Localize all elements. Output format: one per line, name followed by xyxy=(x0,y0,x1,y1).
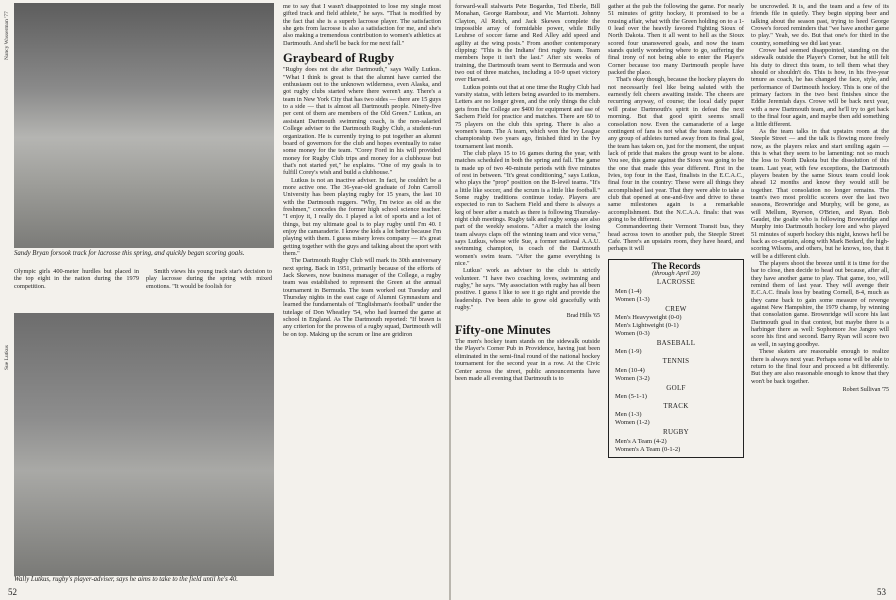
article-column-6: be uncrowded. It is, and the team and a few of its friends file in quietly. They begin sipping beer and talking about the season past, trying to heed George Crowe's forced reminders that "we have another game to play." Yeah, we do. But that one's for third in the country, something we did last year. Crowe had seemed disappointed, standing on the sidewalk outside the Player's Corner, but he still felt his duty to direct this team, to tell them what they should or shouldn't do. This is how, in his five-year tenure as coach, he has changed the face, style, and performance of Dartmouth hockey. This is one of the primary factors in the two best finishes since the Eddie Jeremiah days. Crowe will be back next year, with a new Dartmouth team, and he'll try to get back to the final four again, and maybe then add something a little different. As the team talks in that upstairs room at the Steeple Street — and the talk is flowing more freely now, as the players relax and start smiling again — this is what they seem to be lamenting: not so much the loss to North Dakota but the dissolution of this team. Last year, with few exceptions, the Dartmouth players beaten by the same Sioux team could look ahead 12 months and know they would still be together. That consolation no longer remains. The team's two most prolific scorers over the last two seasons, Brownridge and Murphy, will be gone, as will Mellum, Ryerson, O'Brien, and Ryan. Bob Gaudet, the goalie who is following Brownridge and Murphy into Dartmouth hockey lore and who played 51 minutes of superb hockey this night, knows he'll be back as co-captain, along with Mark Bedard, the high-scoring Wilsons, and others, but he knows, too, that it will be a different club. The players shoot the breeze until it is time for the bar to close, then decide to head out because, after all, they have another game to play. That game, too, will remind them of last year. They will avenge their E.C.A.C. finals loss by beating Cornell, 8-4, much as they came back to gain some measure of revenge against New Hampshire, the 1979 champ, by winning that consolation game. Brownridge will score his last Dartmouth goal in that contest, but maybe there is a harbinger there as well: Sophomore Joe Jangro will score his first and second. Barry Ryan will score two as well, in saying goodbye. These skaters are reasonable enough to realize there is always next year. Perhaps some will be able to return to the final four and proceed a bit differently. But they are also reasonable enough to know that they won't be back together. Robert Sullivan '75 xyxy=(751,3,889,393)
photo-caption-2: Wally Lutkus, rugby's player-adviser, says he aims to take to the field until he's 40. xyxy=(14,576,238,583)
record-sport: GOLF xyxy=(666,383,686,392)
record-line: Men (5-1-1) xyxy=(615,393,647,401)
section-title-fifty-one: Fifty-one Minutes xyxy=(455,322,551,337)
photo-credit-1: Nancy Wasserman '77 xyxy=(4,11,10,60)
record-line: Women (0-3) xyxy=(615,330,650,338)
record-sport: RUGBY xyxy=(662,428,689,437)
page-number-right: 53 xyxy=(877,587,886,597)
lacrosse-photo xyxy=(14,3,274,248)
article-column-4: forward-wall stalwarts Pete Bogardus, Ted Eberle, Bill Monahan, George Rambour, and Vic Marriott. Johnny Clayton, Al Reich, and Jack Skewes complete the impossible array of formidable power, while Billy Leuhrse of soccer fame and Red Alley add speed and agility at the wing posts." From another contemporary clipping: "This is the Indians' first rugby team. Team members hope it isn't the last." After six weeks of training, the Dartmouth team went to Bermuda and won two out of three matches, including a 10-9 upset victory over Harvard. Lutkus points out that at one time the Rugby Club had varsity status, with letters being awarded to its members. Letters are no longer given, and the only things the club gets from the College are $400 for equipment and use of Sachem Field for practice and matches. There are 60 to 75 players on the club this spring. There is also a women's team. The A team, which won the Ivy League championship two years ago, finished third in the Ivy tournament last month. The club plays 15 to 16 games during the year, with matches scheduled in both the spring and fall. The game is made up of two 40-minute periods with five minutes of rest in between. "It's great conditioning," says Lutkus, who plays the "prop" position on the B-level teams. "It's a little like soccer, and the scrum is a little like football." Some rugby traditions continue today. Players are expected to run to Sachem Field and there is always a keg of beer after a match as there is following Thursday-night club meetings. Rugby talk and rugby songs are also part of the weekly sessions. "After a match the losing team always claps off the winning team and vice versa," says Lutkus, whose wife Sue, a former national A.A.U. swimming champion, is coach of the Dartmouth women's swim team. "After the game everything is nice." Lutkus' work as adviser to the club is strictly volunteer. "I have two coaching loves, swimming and rugby," he says. "My association with rugby has all been positive. I guess I like to see it go right and provide the leadership. I've been able to grow old gracefully with rugby." Brad Hills '65 Fifty-one Minutes The men's hockey team stands on the sidewalk outside the Player's Corner Pub in Providence, having just been eliminated in the semi-final round of the national hockey tournament for the second year in a row. At the Civic Center across the street, public announcements have been made all evening that Dartmouth is to xyxy=(455,3,600,382)
under-photo-text-right: Smith views his young track star's decision to play lacrosse during the spring with mixed emotions. "It would be foolish for xyxy=(146,268,272,290)
record-line: Women (3-2) xyxy=(615,374,650,382)
under-photo-text-left: Olympic girls 400-meter hurdles but placed in the top eight in the nation during the 1979 competition. xyxy=(14,268,139,290)
section-title-graybeard: Graybeard of Rugby xyxy=(283,51,395,66)
records-title: The Records xyxy=(651,260,701,271)
record-line: Women (1-3) xyxy=(615,295,650,303)
record-line: Women (1-2) xyxy=(615,419,650,427)
records-box xyxy=(608,259,744,458)
record-line: Women's A Team (0-1-2) xyxy=(615,445,681,453)
record-sport: TRACK xyxy=(663,402,689,411)
record-sport: LACROSSE xyxy=(656,278,696,287)
author-signature-sullivan: Robert Sullivan '75 xyxy=(842,386,889,393)
record-sport: BASEBALL xyxy=(656,339,696,348)
photo-caption-1: Sandy Bryan forsook track for lacrosse this spring, and quickly began scoring goals. xyxy=(14,250,245,257)
record-sport: TENNIS xyxy=(662,357,690,366)
page-number-left: 52 xyxy=(8,587,17,597)
record-line: Men's A Team (4-2) xyxy=(615,437,667,445)
record-line: Men (1-3) xyxy=(615,411,642,419)
right-page xyxy=(451,0,896,600)
records-subtitle: (through April 20) xyxy=(652,270,700,278)
photo-credit-2: Sue Lutkus xyxy=(4,345,10,370)
record-line: Men (1-4) xyxy=(615,287,642,295)
record-line: Men (10-4) xyxy=(615,366,645,374)
record-line: Men (1-9) xyxy=(615,348,642,356)
article-column-3: me to say that I wasn't disappointed to lose my single most gifted track and field athlete," he says. "That is modified by the fact that she is a superb lacrosse player. The satisfaction she gets from lacrosse is also a satisfaction for me, and she's also making a tremendous contribution to women's athletics at Dartmouth. And she'll be back for me next fall." Graybeard of Rugby "Rugby does not die after Dartmouth," says Wally Lutkus. "What I think is great is that the alumni have carried the enthusiasm out to the unknown wilderness, even Alaska, and got rugby clubs started where there weren't any. There's a team in New York City that has two sides — there are 15 guys to a side — that is almost all Dartmouth people. Ninety-five per cent of them are members of the Old Green." Lutkus, an assistant Dartmouth swimming coach, is the non-salaried College adviser to the Dartmouth Rugby Club, a student-run organization. He is currently trying to put together an alumni board of governors for the club and hopes eventually to raise some money for the team. "Corey Ford in his will provided money for Rugby Club trips and money for a clubhouse but that's not started yet," he explains. "One of my goals is to fulfill Corey's wish and build a clubhouse." Lutkus is not an inactive adviser. In fact, he couldn't be a more active one. The 36-year-old graduate of John Carroll University has been playing rugby for 15 years, the last 10 with the Dartmouth ruggers. "Why, I'm twice as old as the freshmen," concedes the former high school science teacher. "I enjoy it, I really do. I played a lot of sports and a lot of things, but my ultimate goal is to play rugby until I'm 40. I enjoy the camaraderie. I know the kids a lot better because I'm playing with them. I guess misery loves company — it's great getting together with the guys and talking about the sport with them." The Dartmouth Rugby Club will mark its 30th anniversary next spring. Back in 1951, primarily because of the efforts of Jack Skewes, now business manager of the College, a rugby team was established to represent the Green at the annual tournament in Bermuda. The team worked out Tuesday and Thursday nights in the east cage of Alumni Gymnasium and learned the fundamentals of "Englishman's football" under the tutelage of Don Wheatley '54, who had learned the game at school in England. As The Dartmouth reported: "If brawn is any criterion for the prowess of a rugby squad, Dartmouth will be on top. Making up the scrum or line are gridiron xyxy=(283,3,441,338)
record-line: Men's Heavyweight (0-0) xyxy=(615,314,682,322)
author-signature-hills: Brad Hills '65 xyxy=(566,313,600,320)
record-line: Men's Lightweight (0-1) xyxy=(615,322,679,330)
article-column-5: gather at the pub the following the game. For nearly 51 minutes of gritty hockey, it promised to be a rousing affair, what with the Green holding on to a 1-0 lead over the heavily favored Fighting Sioux of North Dakota. Then it all went to hell as the Sioux scored four unanswered goals, and now the team stands quietly wondering where to go, suffering the final irony of not being able to enter the Player's Corner because too many Dartmouth people have packed the place. That's okay though, because the hockey players do not necessarily feel like being saluted with the earnestly felt cheers awaiting inside. The cheers are recurring anyway, of course; the local daily paper will praise Dartmouth's spirit in defeat the next morning. But that good spirit seems small consolation now. Even the camaraderie of a large contingent of fans is not what the team needs. Like any group of athletes turned away from its final goal, the team has taken on, just for the moment, the unjust lack of pride that makes the group want to be alone. You see, this game against the Sioux was going to be the one that made this year different. First in the Ivies, top four in the East, finalists in the E.C.A.C., final four in the country: These were all things they accomplished last year. That they were able to take a club that opened at one-and-five and drive to these same milestones again is a remarkable accomplishment. But the N.C.A.A. finals: that was going to be different. Commandeering their Vermont Transit bus, they head across town to another pub, the Steeple Street Cafe. There's an upstairs room, they have heard, and perhaps it will The Records (through April 20) LACROSSE Men (1-4) Women (1-3) CREW Men's Heavyweight (0-0) Men's Lightweight (0-1) Women (0-3) BASEBALL Men (1-9) TENNIS Men (10-4) Women (3-2) GOLF Men (5-1-1) TRACK Men (1-3) Women (1-2) RUGBY Men's A Team (4-2) Women's A Team (0-1-2) xyxy=(608,3,744,593)
record-sport: CREW xyxy=(665,304,687,313)
rugby-photo xyxy=(14,313,274,576)
